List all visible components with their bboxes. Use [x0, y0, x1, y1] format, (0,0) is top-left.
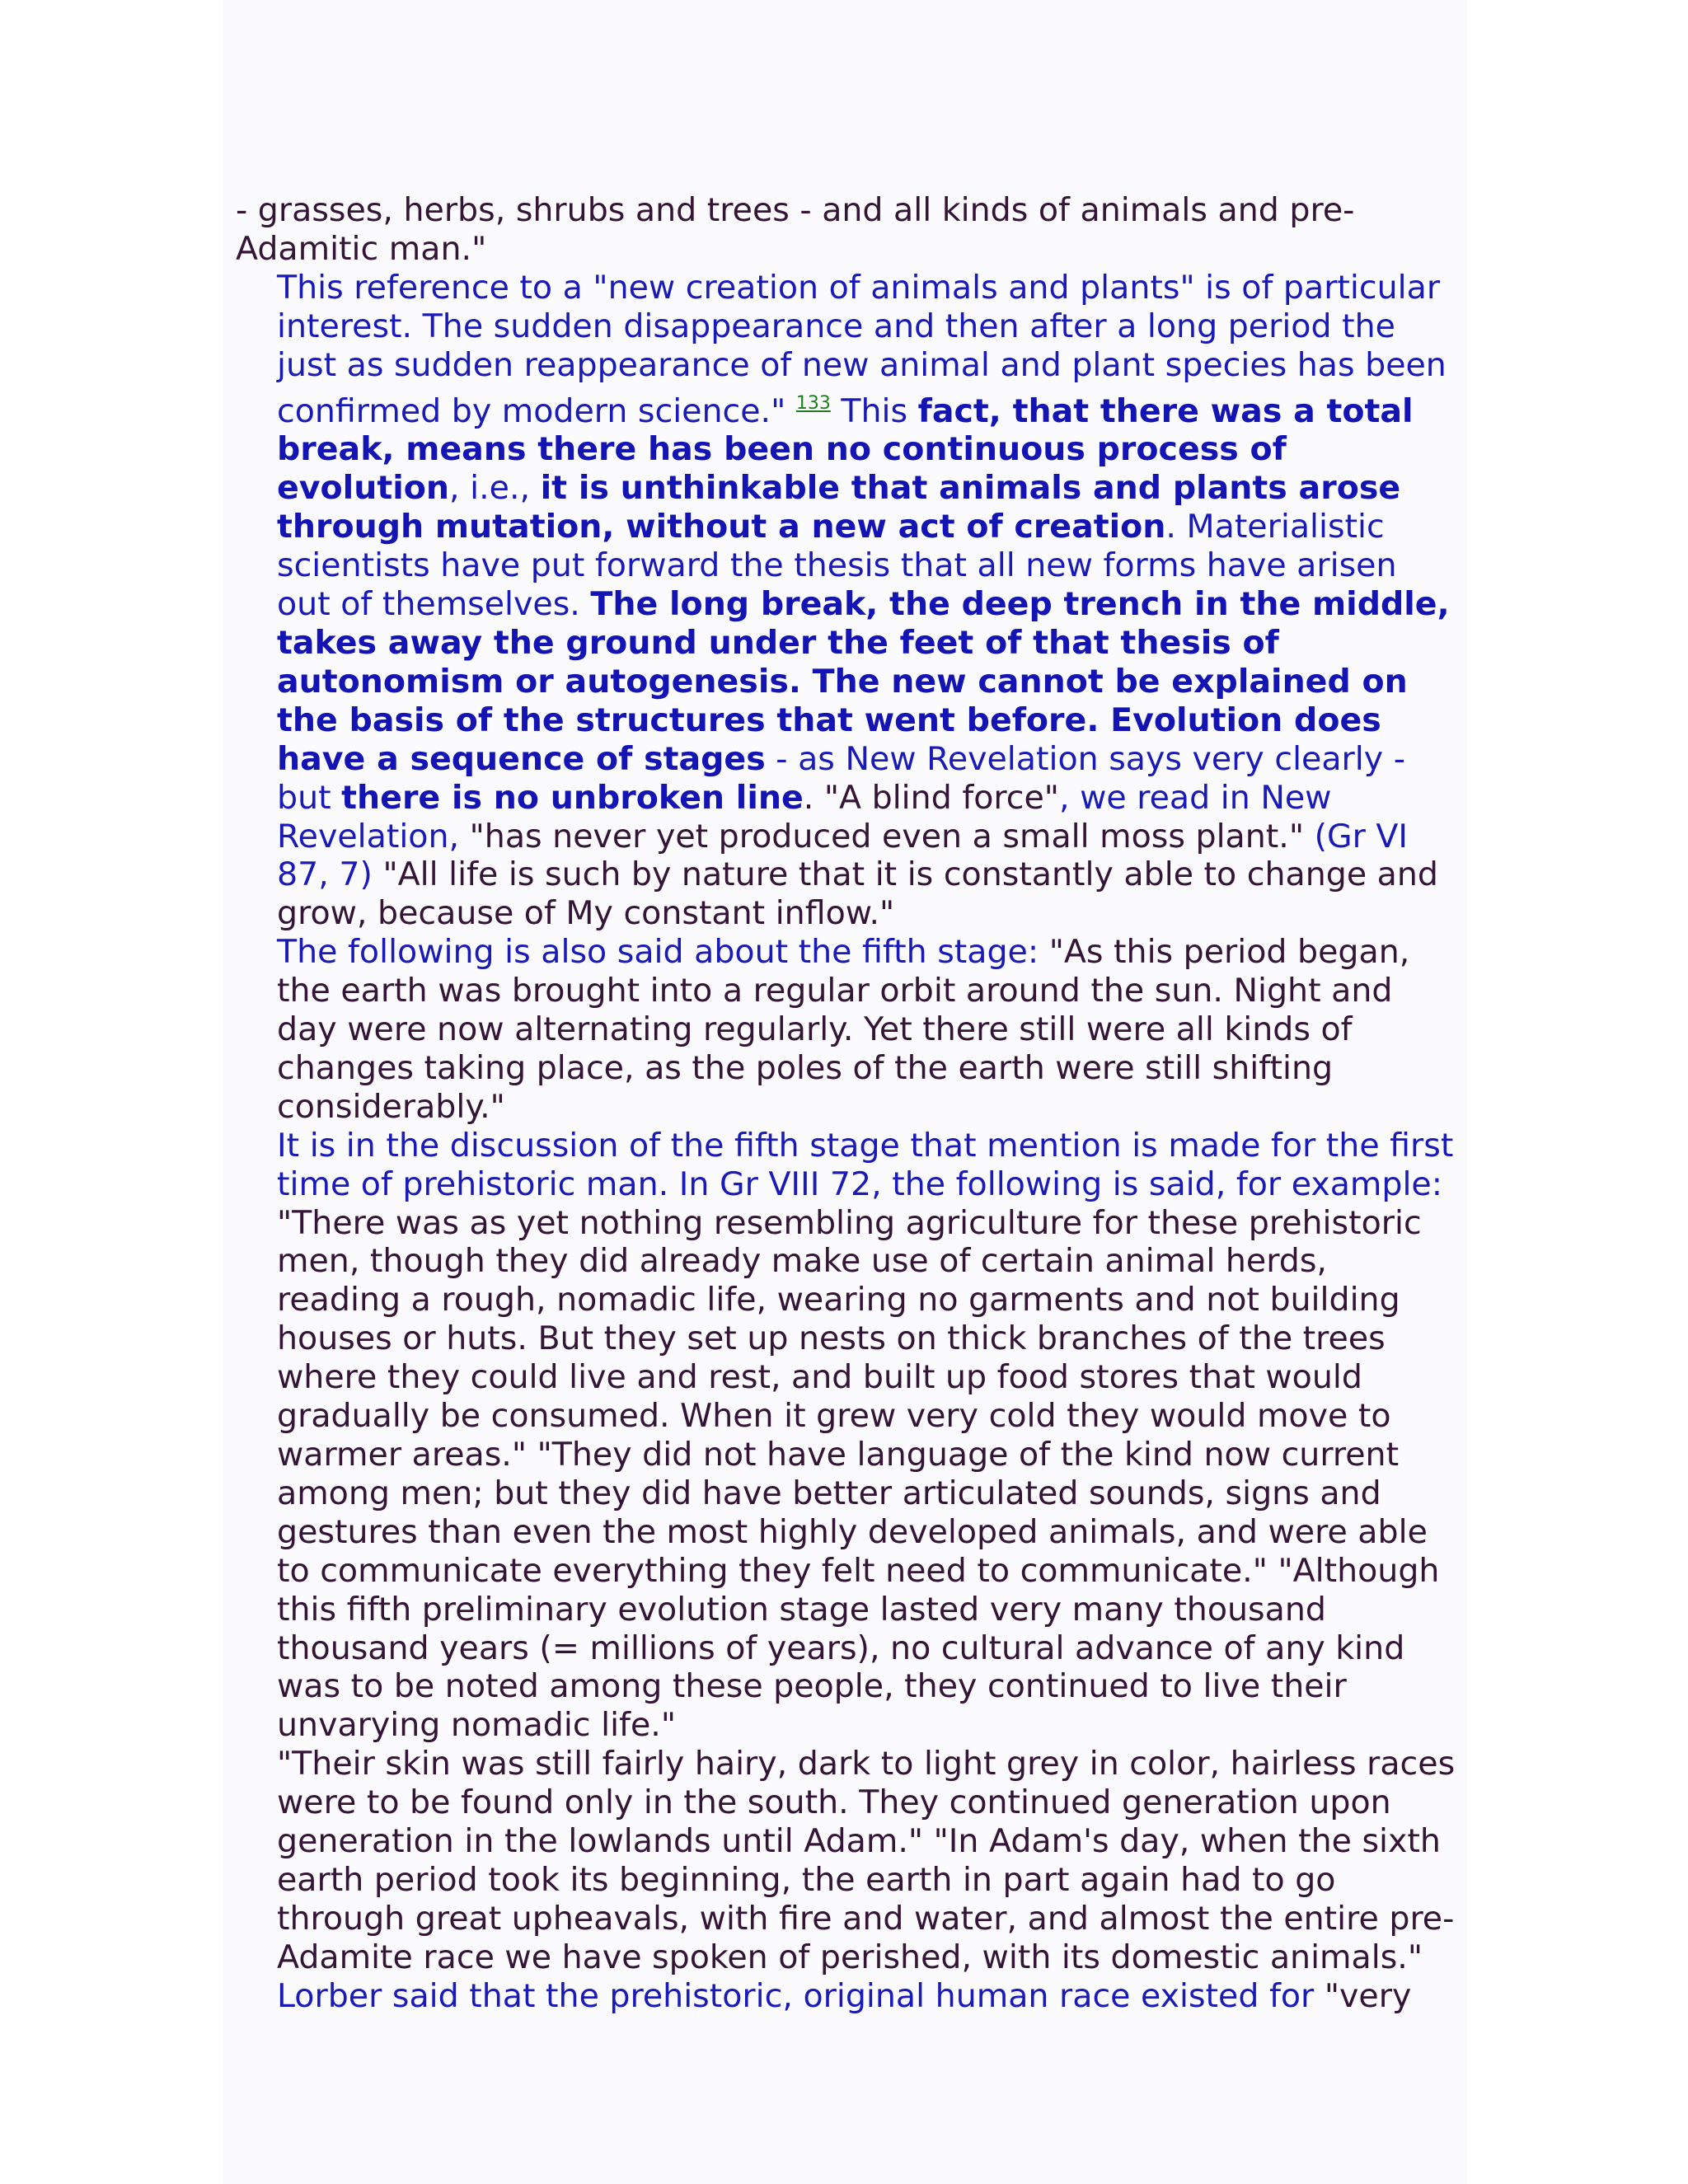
paragraph-2-reference: (Gr VI 87, 7) [277, 817, 1409, 894]
paragraph-6 [236, 1977, 1456, 2016]
paragraph-4-text: It is in the discussion of the fifth stage that mention is made for the first time of prehistoric man. In Gr VIII 72, the following is said, for example: [277, 1126, 1454, 1203]
paragraph-2-text-2: This [830, 391, 918, 430]
paragraph-6-text: Lorber said that the prehistoric, original human race existed for [277, 1976, 1325, 2015]
bold-emphasis-2: it is unthinkable that animals and plants arose through mutation, without a new act of creation [277, 469, 1401, 546]
paragraph-2-text-4: . Materialistic scientists have put forward the thesis that all new forms have arisen out of themselves. [277, 508, 1397, 624]
paragraph-6-quote: "very [1324, 1976, 1412, 2015]
paragraph-2-text-6: . "A blind force" [803, 778, 1059, 817]
paragraph-2 [236, 269, 1456, 933]
paragraph-3-quote: "As this period began, the earth was brought into a regular orbit around the sun. Night and day were now alternating regularly. Yet there still were all kinds of changes taking place, as the poles of the earth were still shifting considerably." [277, 933, 1410, 1126]
bold-emphasis-1: fact, that there was a total break, means there has been no continuous process of evolution [277, 391, 1414, 508]
bold-emphasis-4: there is no unbroken line [341, 778, 804, 817]
paragraph-4 [236, 1127, 1456, 1746]
paragraph-2-text-1: This reference to a "new creation of animals and plants" is of particular interest. The sudden disappearance and then after a long period the just as sudden reappearance of new animal and plant species has been confirmed by modern science." [277, 268, 1447, 430]
paragraph-1 [236, 191, 1456, 269]
paragraph-2-text-3: , i.e., [449, 469, 541, 508]
paragraph-2-text-7: , we read in New Revelation, [277, 778, 1332, 855]
paragraph-2-quote-1: "has never yet produced even a small moss plant." [469, 817, 1305, 855]
paragraph-4-quote: "There was as yet nothing resembling agriculture for these prehistoric men, though they did already make use of certain animal herds, reading a rough, nomadic life, wearing no garments and not building houses or huts. But they set up nests on thick branches of the trees where they could live and rest, and built up food stores that would gradually be consumed. When it grew very cold they would move to warmer areas." "They did not have language of the kind now current among men; but they did have better articulated sounds, signs and gestures than even the most highly developed animals, and were able to communicate everything they felt need to communicate." "Although this fifth preliminary evolution stage lasted very many thousand thousand years (= millions of years), no cultural advance of any kind was to be noted among these people, they continued to live their unvarying nomadic life." [277, 1203, 1440, 1745]
paragraph-5-quote: "Their skin was still fairly hairy, dark to light grey in color, hairless races were to be found only in the south. They continued generation upon generation in the lowlands until Adam." "In Adam's day, when the sixth earth period took its beginning, the earth in part again had to go through great upheavals, with fire and water, and almost the entire pre-Adamite race we have spoken of perished, with its domestic animals." [277, 1745, 1456, 1976]
paragraph-3 [236, 933, 1456, 1127]
paragraph-2-quote-2: "All life is such by nature that it is constantly able to change and grow, because of My constant inflow." [277, 855, 1438, 933]
footnote-link[interactable]: 133 [795, 392, 831, 414]
body-text [236, 191, 1456, 2016]
paragraph-1-text: - grasses, herbs, shrubs and trees - and all kinds of animals and pre-Adamitic man." [236, 191, 1355, 268]
paragraph-5 [236, 1745, 1456, 1976]
bold-emphasis-3: The long break, the deep trench in the middle, takes away the ground under the feet of that thesis of autonomism or autogenesis. The new cannot be explained on the basis of the structures that went before. Evolution does have a sequence of stages [277, 585, 1450, 778]
paragraph-2-text-5: - as New Revelation says very clearly - but [277, 739, 1405, 817]
paragraph-3-text: The following is also said about the fifth stage: [277, 933, 1049, 972]
